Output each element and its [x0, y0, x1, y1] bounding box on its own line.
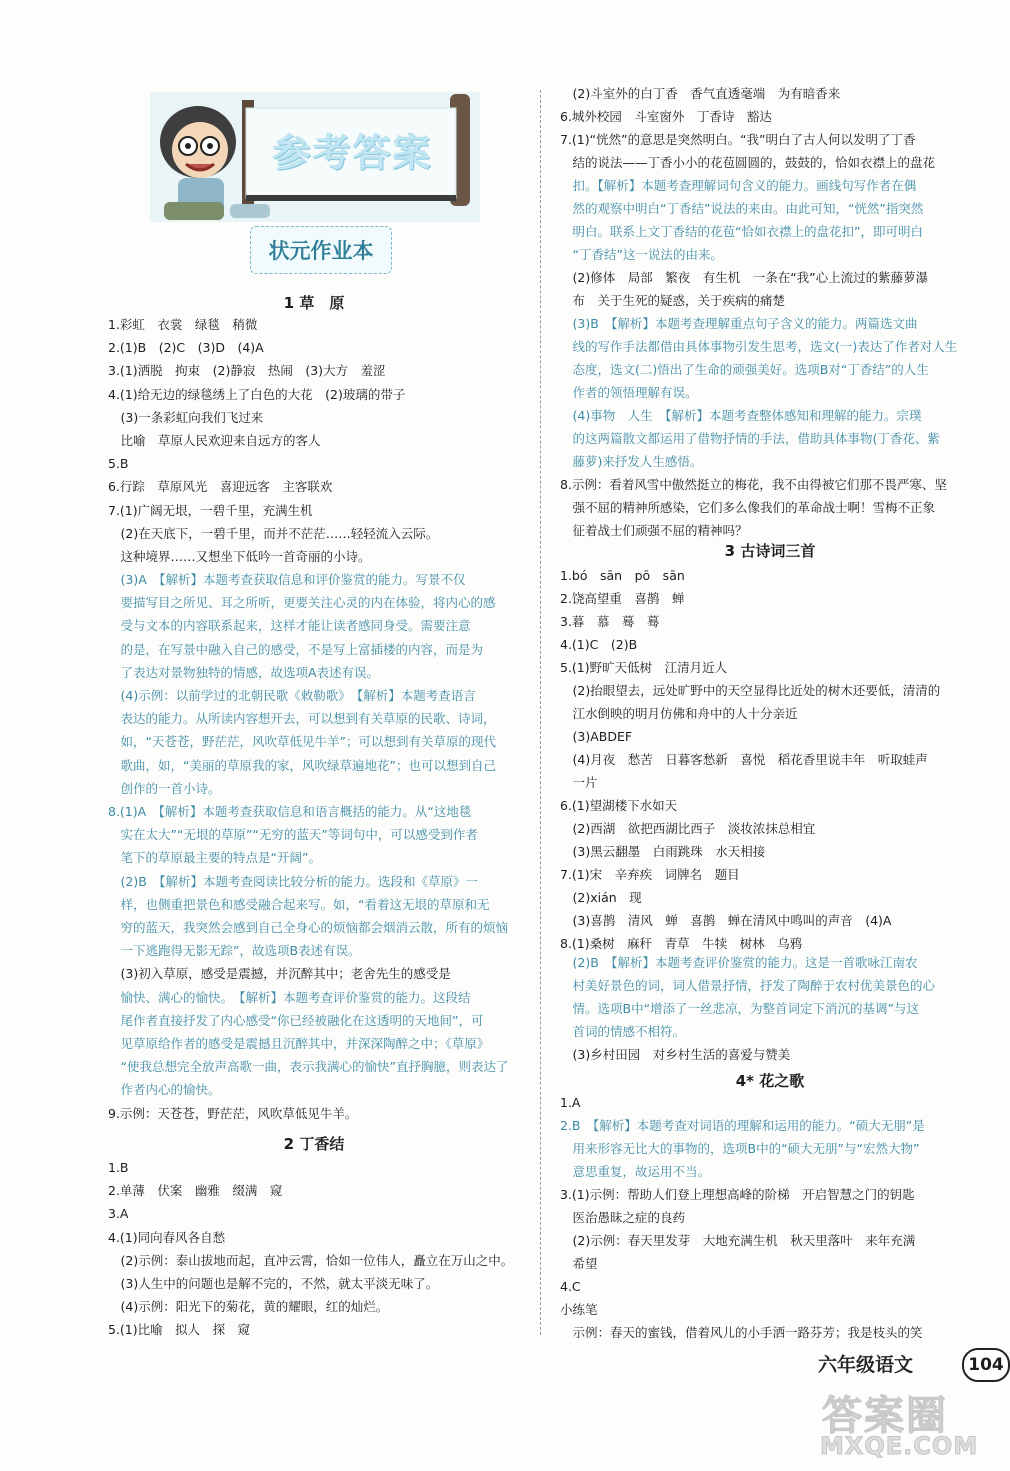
- answer-line: 如，“天苍苍，野茫茫，风吹草低见牛羊”；可以想到有关草原的现代: [108, 734, 496, 750]
- answer-line: 表达的能力。从所读内容想开去，可以想到有关草原的民歌、诗词，: [108, 711, 496, 727]
- section-title: 1 草 原: [283, 294, 345, 312]
- answer-line: (4)月夜 愁苦 日暮客愁新 喜悦 稻花香里说丰年 听取蛙声: [560, 752, 928, 767]
- answer-line: 江水倒映的明月仿佛和舟中的人十分亲近: [560, 706, 798, 721]
- answer-line: 情。选项B中“增添了一丝悲凉，为整首词定下消沉的基调”与这: [560, 1001, 920, 1016]
- answer-line: (3)喜鹊 清风 蝉 喜鹊 蝉在清风中鸣叫的声音 (4)A: [560, 913, 892, 928]
- answer-line: 4.C: [560, 1279, 581, 1294]
- answer-line: 明白。联系上文丁香结的花苞“恰如衣襟上的盘花扣”，即可明白: [560, 224, 923, 239]
- answer-line: (3)A 【解析】本题考查获取信息和评价鉴赏的能力。写景不仅: [108, 572, 466, 587]
- answer-line: (2)示例：春天里发芽 大地充满生机 秋天里落叶 来年充满: [560, 1233, 916, 1248]
- answer-line: (2)B 【解析】本题考查阅读比较分析的能力。选段和《草原》一: [108, 873, 479, 889]
- answer-line: 2.(1)B (2)C (3)D (4)A: [108, 340, 264, 356]
- answer-line: (3)乡村田园 对乡村生活的喜爱与赞美: [560, 1047, 791, 1062]
- answer-line: 6.(1)望湖楼下水如天: [560, 798, 678, 813]
- answer-line: 3.A: [108, 1206, 129, 1222]
- answer-line: (2)西湖 欲把西湖比西子 淡妆浓抹总相宜: [560, 821, 816, 836]
- answer-line: 8.(1)A 【解析】本题考查获取信息和语言概括的能力。从“这地毯: [108, 804, 472, 819]
- answer-line: 创作的一首小诗。: [108, 780, 221, 796]
- answer-line: 1.B: [108, 1160, 129, 1175]
- answer-line: 实在太大”“无垠的草原”“无穷的蓝天”等词句中，可以感受到作者: [108, 827, 478, 843]
- answer-line: 意思重复，故运用不当。: [560, 1164, 711, 1179]
- answer-line: 村美好景色的词，词人借景抒情，抒发了陶醉于农村优美景色的心: [560, 978, 936, 993]
- section-title: 4* 花之歌: [735, 1072, 805, 1090]
- answer-line: 首词的情感不相符。: [560, 1024, 686, 1039]
- answer-line: 要描写目之所见、耳之所听，更要关注心灵的内在体验，将内心的感: [108, 595, 496, 611]
- answer-line: 7.(1)广阔无垠，一碧千里，充满生机: [108, 502, 313, 518]
- answer-line: 7.(1)宋 辛弃疾 词牌名 题目: [560, 867, 740, 882]
- answer-line: 2.饶高望重 喜鹊 蝉: [560, 591, 685, 606]
- answer-line: (2)xián 现: [560, 890, 642, 905]
- answer-line: 医治愚昧之症的良药: [560, 1210, 686, 1225]
- answer-line: (3)B 【解析】本题考查理解重点句子含义的能力。两篇选文曲: [560, 316, 918, 331]
- answer-line: (2)示例：泰山拔地而起，直冲云霄，恰如一位伟人，矗立在万山之中。: [108, 1252, 514, 1268]
- answer-line: 受与文本的内容联系起来，这样才能让读者感同身受。需要注意: [108, 618, 471, 634]
- answer-line: 了表达对景物独特的情感，故选项A表述有误。: [108, 664, 380, 680]
- answer-line: 1.彩虹 衣裳 绿毯 稍微: [108, 317, 258, 332]
- answer-line: 态度，选文(二)悟出了生命的顽强美好。选项B对“丁香结”的人生: [560, 362, 929, 377]
- answer-line: 3.暮 慕 蓦 蓦: [560, 614, 660, 629]
- answer-line: 的这两篇散文都运用了借物抒情的手法，借助具体事物(丁香花、紫: [560, 431, 940, 446]
- answer-line: 作者的领悟理解有误。: [560, 385, 698, 400]
- answer-line: 歌曲，如，“美丽的草原我的家，风吹绿草遍地花”；也可以想到自己: [108, 757, 496, 773]
- answer-line: 见草原给作者的感受是震撼且沉醉其中，并深深陶醉之中；《草原》: [108, 1036, 490, 1051]
- answer-line: (3)一条彩虹向我们飞过来: [108, 409, 264, 425]
- answer-line: 尾作者直接抒发了内心感受“你已经被融化在这透明的天地间”，可: [108, 1012, 484, 1028]
- answer-line: 线的写作手法都借由具体事物引发生思考，选文(一)表达了作者对人生: [560, 339, 958, 354]
- answer-line: “丁香结”这一说法的由来。: [560, 247, 723, 262]
- answer-line: 6.城外校园 斗室窗外 丁香诗 豁达: [560, 109, 772, 124]
- answer-line: 强不屈的精神所感染，它们多么像我们的革命战士啊！雪梅不正象: [560, 500, 936, 515]
- answer-line: 1.bó sān pō sān: [560, 568, 685, 583]
- answer-line: 2.B 【解析】本题考查对词语的理解和运用的能力。“硕大无朋”是: [560, 1118, 925, 1133]
- answer-line: 示例：春天的蜜钱，借着风儿的小手洒一路芬芳；我是枝头的笑: [560, 1325, 923, 1340]
- watermark-url: MXQE.COM: [820, 1432, 979, 1460]
- answer-line: (2)斗室外的白丁香 香气直透毫端 为有暗香来: [560, 86, 841, 101]
- answer-line: 的是，在写景中融入自己的感受，不是写上富插楼的内容，而是为: [108, 641, 484, 657]
- answer-line: 5.(1)野旷天低树 江清月近人: [560, 660, 728, 675]
- page-number: 104: [962, 1348, 1010, 1382]
- banner-title: 参考答案: [272, 131, 433, 175]
- answer-line: 穷的蓝天，我突然会感到自己全身心的烦恼都会烟消云散，所有的烦恼: [108, 920, 509, 935]
- answer-line: 然的观察中明白“丁香结”说法的来由。由此可知，“恍然”指突然: [560, 201, 924, 216]
- answer-line: 5.(1)比喻 拟人 探 窥: [108, 1322, 251, 1338]
- answer-line: 用来形容无比大的事物的，选项B中的“硕大无朋”与“宏然大物”: [560, 1141, 920, 1156]
- answer-line: 布 关于生死的疑惑，关于疾病的痛楚: [560, 293, 786, 308]
- answer-line: (4)事物 人生 【解析】本题考查整体感知和理解的能力。宗璞: [560, 408, 922, 423]
- answer-line: 小练笔: [560, 1302, 598, 1317]
- answer-line: 比喻 草原人民欢迎来自远方的客人: [108, 433, 321, 448]
- answer-line: 8.(1)桑树 麻秆 青草 牛犊 树林 乌鸦: [560, 936, 803, 951]
- answer-line: 2.单薄 伏案 幽雅 缀满 窥: [108, 1183, 283, 1199]
- answer-line: 4.(1)同向春风各自愁: [108, 1229, 226, 1245]
- answer-line: 4.(1)C (2)B: [560, 637, 638, 652]
- answer-line: (2)B 【解析】本题考查评价鉴赏的能力。这是一首歌咏江南农: [560, 955, 918, 970]
- answer-line: 3.(1)洒脱 拘束 (2)静寂 热闹 (3)大方 羞涩: [108, 363, 386, 379]
- answer-line: (4)示例：阳光下的菊花，黄的耀眼，红的灿烂。: [108, 1299, 389, 1315]
- grade-subject-label: 六年级语文: [818, 1354, 914, 1376]
- answer-line: 藤萝)来抒发人生感悟。: [560, 454, 703, 469]
- watermark-logo: 答案圈: [822, 1393, 948, 1439]
- answer-line: 这种境界……又想坐下低吟一首奇丽的小诗。: [108, 549, 371, 564]
- section-title: 3 古诗词三首: [724, 542, 816, 560]
- answer-banner: [150, 80, 480, 230]
- answer-line: 8.示例：看着风雪中傲然挺立的梅花，我不由得被它们那不畏严寒、坚: [560, 477, 947, 492]
- answer-line: 1.A: [560, 1095, 581, 1110]
- answer-line: (2)抬眼望去，远处旷野中的天空显得比近处的树木还要低，清清的: [560, 683, 941, 698]
- answer-line: 一下逃跑得无影无踪”，故选项B表述有误。: [108, 943, 361, 959]
- answer-line: 笔下的草原最主要的特点是“开阔”。: [108, 850, 321, 866]
- answer-line: 5.B: [108, 456, 129, 472]
- answer-line: (4)示例：以前学过的北朝民歌《敕勒歌》 【解析】本题考查语言: [108, 688, 476, 703]
- answer-line: 结的说法——丁香小小的花苞圆圆的，鼓鼓的，恰如衣襟上的盘花: [560, 155, 936, 170]
- answer-line: 愉快、满心的愉快。 【解析】本题考查评价鉴赏的能力。这段结: [108, 989, 471, 1005]
- answer-line: 一片: [560, 775, 598, 790]
- answer-line: 样，也侧重把景色和感受融合起来写。如，“看着这无垠的草原和无: [108, 896, 490, 912]
- answer-line: 7.(1)“恍然”的意思是突然明白。“我”明白了古人何以发明了丁香: [560, 132, 916, 147]
- answer-line: 扣。【解析】本题考查理解词句含义的能力。画线句写作者在偶: [560, 178, 917, 193]
- answer-line: “使我总想完全放声高歌一曲，表示我满心的愉快”直抒胸臆，则表达了: [108, 1059, 509, 1075]
- answer-line: 6.行踪 草原风光 喜迎远客 主客联欢: [108, 479, 333, 495]
- answer-line: 4.(1)给无边的绿毯绣上了白色的大花 (2)玻璃的带子: [108, 386, 406, 402]
- answer-line: (3)初入草原，感受是震撼，并沉醉其中；老舍先生的感受是: [108, 966, 451, 982]
- answer-line: 作者内心的愉快。: [108, 1082, 221, 1098]
- answer-line: 希望: [560, 1256, 598, 1271]
- answer-line: 征着战士们顽强不屈的精神吗？: [560, 523, 748, 538]
- section-title: 2 丁香结: [283, 1135, 345, 1153]
- answer-line: (3)ABDEF: [560, 729, 633, 744]
- column-divider: [540, 90, 541, 1335]
- answer-line: (3)黑云翻墨 白雨跳珠 水天相接: [560, 844, 766, 859]
- answer-line: (2)修体 局部 繁夜 有生机 一条在“我”心上流过的紫藤萝瀑: [560, 270, 929, 285]
- section-badge: 状元作业本: [250, 226, 392, 274]
- answer-line: (2)在天底下，一碧千里，而并不茫茫……轻轻流入云际。: [108, 525, 439, 541]
- answer-line: 9.示例：天苍苍，野茫茫，风吹草低见牛羊。: [108, 1105, 358, 1121]
- answer-line: 3.(1)示例：帮助人们登上理想高峰的阶梯 开启智慧之门的钥匙: [560, 1187, 915, 1202]
- answer-line: (3)人生中的问题也是解不完的，不然，就太平淡无味了。: [108, 1276, 439, 1291]
